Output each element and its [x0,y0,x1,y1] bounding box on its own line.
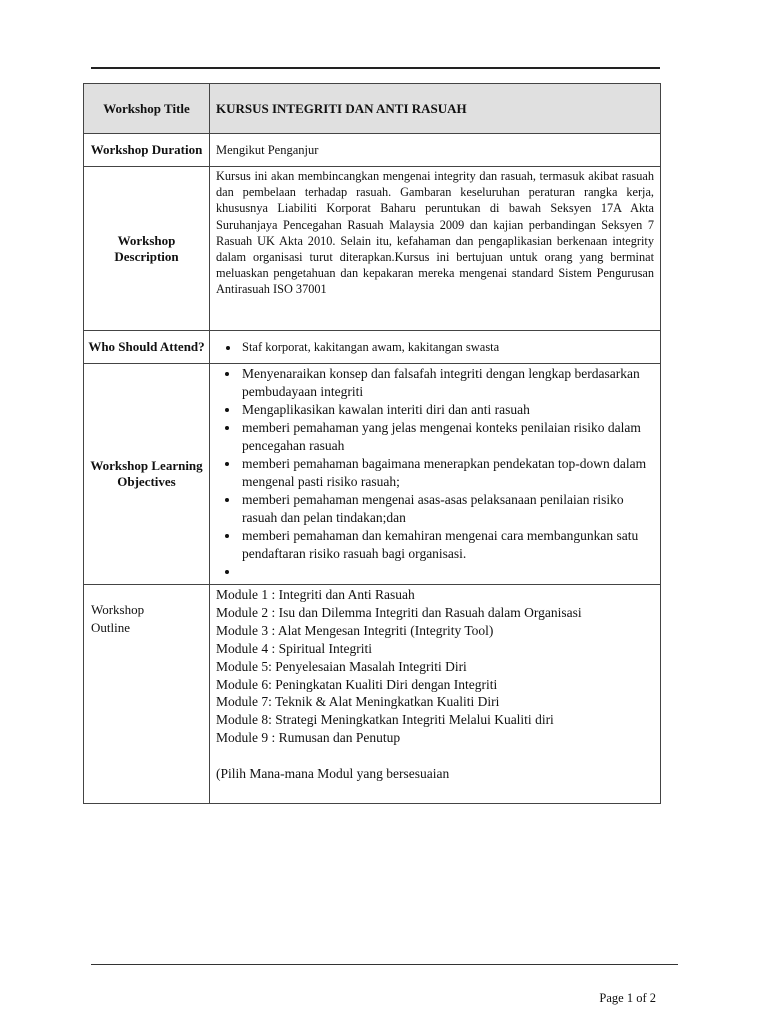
objectives-label: Workshop Learning Objectives [84,364,210,585]
module-line: Module 7: Teknik & Alat Meningkatkan Kualiti Diri [216,694,500,710]
outline-list [216,585,654,803]
page-number: Page 1 of 2 [599,991,656,1005]
module-line: Module 1 : Integriti dan Anti Rasuah [216,587,415,602]
list-item: • Staf korporat, kakitangan awam, kakitangan swasta [240,339,654,355]
header-rule [91,67,660,69]
list-item: • memberi pemahaman bagaimana menerapkan pendekatan top-down dalam mengenal pasti risiko rasuah; [240,455,654,491]
title-label: Workshop Title [84,84,210,134]
workshop-title: KURSUS INTEGRITI DAN ANTI RASUAH [216,100,467,116]
module-line: Module 6: Peningkatan Kualiti Diri dengan Integriti [216,676,498,692]
attend-list [216,339,654,355]
module-line: Module 9 : Rumusan dan Penutup [216,730,401,746]
row-objectives [84,364,661,585]
module-line: Module 4 : Spiritual Integriti [216,640,372,656]
footer-rule [91,964,678,965]
outline-note: (Pilih Mana-mana Modul yang bersesuaian [216,766,450,782]
row-duration [84,134,661,167]
module-line: Module 3 : Alat Mengesan Integriti (Integrity Tool) [216,622,494,638]
description-text: Kursus ini akan membincangkan mengenai integrity dan rasuah, termasuk akibat rasuah dan pembelaan terhadap rasuah. Gambaran keseluruhan peraturan rangka kerja, khususnya Liabiliti Korporat Baharu peruntukan di bawah Seksyen 17A Akta Suruhanjaya Pencegahan Rasuah Malaysia 2009 dan kajian perbandingan Seksyen 7 Rasuah UK Akta 2010. Selain itu, kefahaman dan pengaplikasian berkenaan integrity dalam organisasi turut diterapkan.Kursus ini bertujuan untuk orang yang berminat meluaskan pengetahuan dan kepakaran mereka mengenai standard Sistem Pengurusan Antirasuah ISO 37001 [216,169,654,297]
attend-label: Who Should Attend? [84,331,210,364]
module-line: Module 8: Strategi Meningkatkan Integriti Melalui Kualiti diri [216,712,554,728]
module-line: Module 2 : Isu dan Dilemma Integriti dan Rasuah dalam Organisasi [216,604,582,620]
workshop-table [83,83,661,804]
module-line: Module 5: Penyelesaian Masalah Integriti Diri [216,658,467,674]
list-item: • memberi pemahaman dan kemahiran mengenai cara membangunkan satu pendaftaran risiko rasuah bagi organisasi. [240,527,654,563]
duration-label: Workshop Duration [84,134,210,167]
objectives-list [216,365,654,581]
duration-value: Mengikut Penganjur [216,143,319,157]
row-title [84,84,661,134]
row-attend [84,331,661,364]
list-item: • Menyenaraikan konsep dan falsafah integriti dengan lengkap berdasarkan pembudayaan integriti [240,365,654,401]
list-item: • Mengaplikasikan kawalan interiti diri dan anti rasuah [240,401,654,419]
row-description [84,167,661,331]
outline-label: Workshop Outline [91,602,145,635]
list-item: • memberi pemahaman yang jelas mengenai konteks penilaian risiko dalam pencegahan rasuah [240,419,654,455]
list-item: • memberi pemahaman mengenai asas-asas pelaksanaan penilaian risiko rasuah dan pelan tindakan;dan [240,491,654,527]
list-item [240,563,654,581]
description-label: Workshop Description [84,167,210,331]
row-outline [84,585,661,804]
